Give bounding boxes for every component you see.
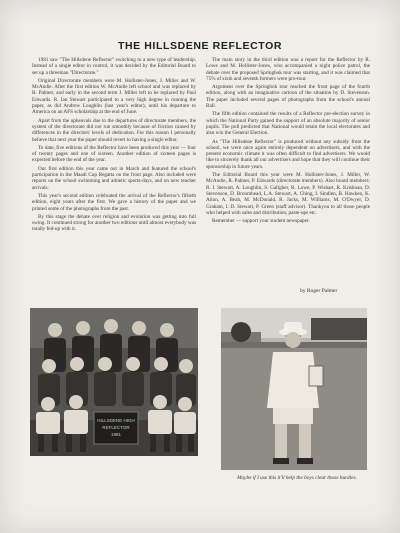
article-left-column [32,57,196,235]
sign-line-2: REFLECTOR [102,425,130,430]
paragraph: 1981 saw "The Hillsdene Reflector" switching to a new type of leadership. Instead of a single editor in control, it was decided by the Editorial Board to set up a threeman "Directorate." [32,57,196,76]
paragraph: Original Directorate members were M. Hollister-Jones, J. Miller and W. McAndie. After the first edition W. McAndie left school and was replaced by R. Palmer, and early in the second term J. Miller left to be replaced by Paul Edwards. R. Ian Stewart participated to a very high degree in running the paper, as did Andrew Loughlin (last year's editor), until his departure to America on an AFS scholarship at the end of June. [32,77,196,116]
paragraph: The main story in the third edition was a report for the Reflector by R. Lowe and M. Hollister-Jones, who accompanied a night police patrol, the debate over the proposed Springbok tour was starting, and it was claimed that 75% of sixth and seventh formers were pro-tour. [206,57,370,82]
page-title: THE HILLSDENE REFLECTOR [117,40,283,52]
photo-caption: Maybe if I use this it'll help the boys clear those hurdles. [237,475,357,481]
paragraph: The fifth edition contained the results of a Reflector pre-election survey in which the National Party gained the support of an absolute majority of senior pupils. The poll predicted that National would retain the local electorates and also win the General Election. [206,111,370,137]
teacher-photo-image [221,308,367,470]
paragraph: This year's second edition celebrated the arrival of the Reflector's fiftieth edition, eight years after the first. We gave a history of the paper and we printed some of the photographs from the past. [32,192,196,212]
team-photo-image [30,308,198,456]
team-photo [30,308,198,456]
paragraph: The Editorial Board this year were M. Hollister-Jones, J. Miller, W. McAndie, R. Palmer, P. Edwards (directorate members). Also board members: R. I. Stewart, A. Loughlin, S. Gallgher, R. Lowe, P. Wishart, R. Krishnan, D. Stevenson, D. Broomhead, L.A. Stewart, A. Ching, I. Sindlen, B. Hawken, K. Aitun, A. Beah, M. McDonald, R. Jacks, M. Williams, M. O'Dwyer, D. Graham, I. D. Stewart, P. Green (staff advisor). Thankyou to all those people who helped with sales and distribution, paste-ups etc. [206,172,370,216]
teacher-photo [221,308,367,470]
paragraph: Argument over the Springbok tour reached the front page of the fourth edition, along with an imaginative cartoon of the situation by D. Stevenson. The paper included several pages of photographs from the school's annual Ball. [206,84,370,110]
byline: by Roger Palmer [300,288,338,294]
article-right-column [206,57,370,226]
paragraph: To date, five editions of the Reflector have been produced this year — four of twenty pages and one of sixteen. Another edition of sixteen pages is expected before the end of the year. [32,144,196,164]
paragraph: Apart from the upheavals due to the departures of directorate members, the system of the directorate did not run smoothly because of friction caused by differences in the directors' levels of dedication. For this reason I personally believe that next year the paper should revert to having a single editor. [32,117,196,143]
sign-line-3: 1981 [110,432,122,437]
paragraph: Remember — support your student newspaper. [212,218,310,225]
paragraph: Our first edition this year came out in March and featured the school's participation in the Maadi Cup Regatta on the front page. Also included were reports on the school swimming and athletic sports-days, and on new teacher arrivals. [32,165,196,191]
paragraph: As "The Hillsdene Reflector" is produced without any subsidy from the school, we were once again entirely dependent on advertisers, and with the present economic climate it was often difficult to find advertisers. We would like to sincerely thank all our advertisers and hope that they will continue their sponsorship in future years. [206,138,370,170]
paragraph: By this stage the debate over religion and evolution was getting into full swing. It continued strong for another two editions until almost everybody was totally fed-up with it. [32,213,196,233]
sign-line-1: HILLSDENE HIGH [97,418,135,423]
